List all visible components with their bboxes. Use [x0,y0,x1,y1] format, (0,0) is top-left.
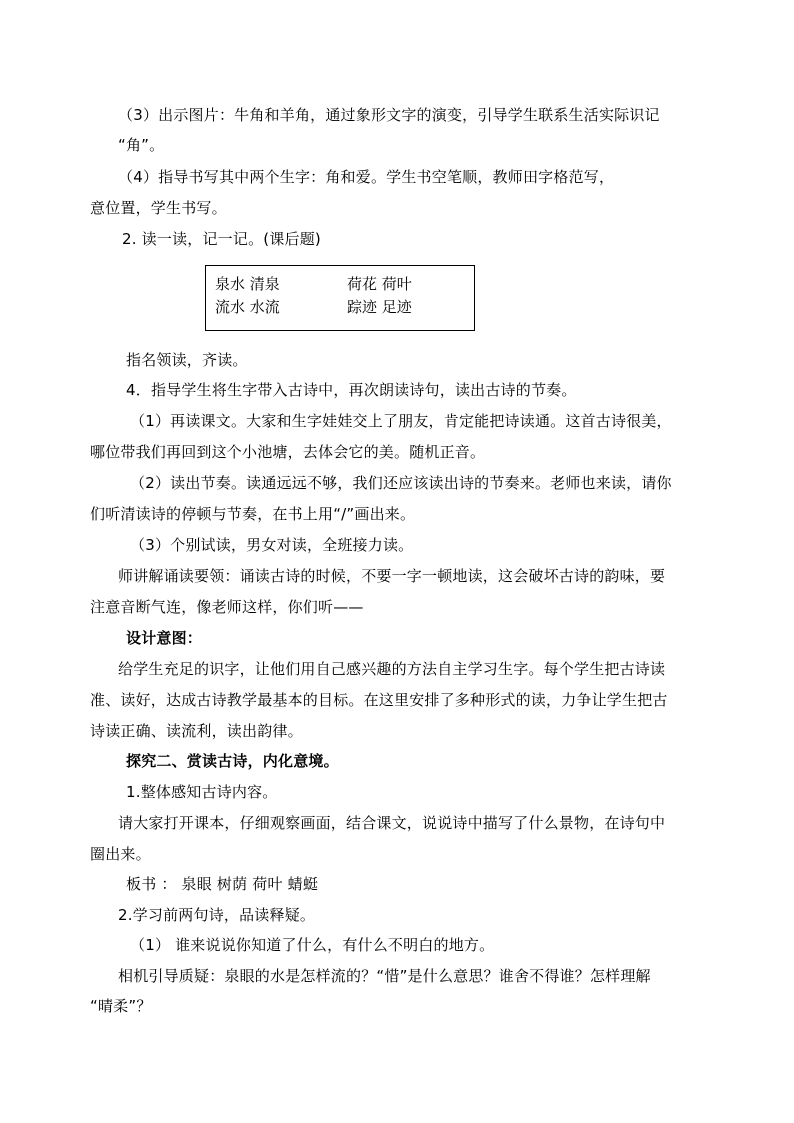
teacher-line-2: 注意音断气连，像老师这样，你们听—— [90,598,364,616]
design-line-2: 准、读好，达成古诗教学最基本的目标。在这里安排了多种形式的读，力争让学生把古 [90,691,668,709]
guide-line-1: 相机引导质疑：泉眼的水是怎样流的？“惜”是什么意思？谁舍不得谁？怎样理解 [118,967,651,985]
design-line-1: 给学生充足的识字，让他们用自己感兴趣的方法自主学习生字。每个学生把古诗读 [118,660,666,678]
word-row-2-left: 流水 水流 [215,298,280,316]
board-writing-line: 板书 ： 泉眼 树荫 荷叶 蜻蜓 [126,875,319,893]
paragraph-4-line-2: 意位置，学生书写。 [90,199,227,217]
design-intent-heading: 设计意图： [126,629,203,647]
word-row-1-right: 荷花 荷叶 [347,275,412,293]
word-row-2-right: 踪迹 足迹 [347,298,412,316]
sub-1-line-2: 哪位带我们再回到这个小池塘，去体会它的美。随机正音。 [90,443,486,461]
sub-3-line-1: （3）个别试读，男女对读，全班接力读。 [130,536,414,554]
perceive-line-2: 圈出来。 [90,845,151,863]
design-line-3: 诗读正确、读流利，读出韵律。 [90,722,303,740]
perceive-line-1: 请大家打开课本，仔细观察画面，结合课文，说说诗中描写了什么景物，在诗句中 [118,814,666,832]
word-row-1-left: 泉水 清泉 [215,275,280,293]
paragraph-3-line-1: （3）出示图片：牛角和羊角，通过象形文字的演变，引导学生联系生活实际识记 [118,106,660,124]
perceive-heading: 1.整体感知古诗内容。 [126,783,278,801]
paragraph-4-line-1: （4）指导书写其中两个生字：角和爱。学生书空笔顺，教师田字格范写， [118,168,615,186]
teacher-line-1: 师讲解诵读要领：诵读古诗的时候，不要一字一顿地读，这会破坏古诗的韵味，要 [118,567,666,585]
sub-1-line-1: （1）再读课文。大家和生字娃娃交上了朋友，肯定能把诗读通。这首古诗很美， [130,412,672,430]
sub-2-line-1: （2）读出节奏。读通远远不够，我们还应该读出诗的节奏来。老师也来读，请你 [130,474,672,492]
word-box [205,265,475,331]
point-read-line: 指名领读，齐读。 [126,351,248,369]
guide-line-2: “晴柔”？ [90,997,152,1015]
sub-2-line-2: 们听清读诗的停顿与节奏，在书上用“/”画出来。 [90,505,416,523]
explore-heading: 探究二、赏读古诗，内化意境。 [126,752,339,770]
paragraph-3-line-2: “角”。 [118,136,165,154]
study-heading: 2.学习前两句诗，品读释疑。 [118,906,316,924]
item-2-heading: 2. 读一读，记一记。(课后题) [122,230,321,248]
item-4-heading: 4．指导学生将生字带入古诗中，再次朗读诗句，读出古诗的节奏。 [126,381,577,399]
study-sub-1: （1） 谁来说说你知道了什么，有什么不明白的地方。 [130,936,495,954]
